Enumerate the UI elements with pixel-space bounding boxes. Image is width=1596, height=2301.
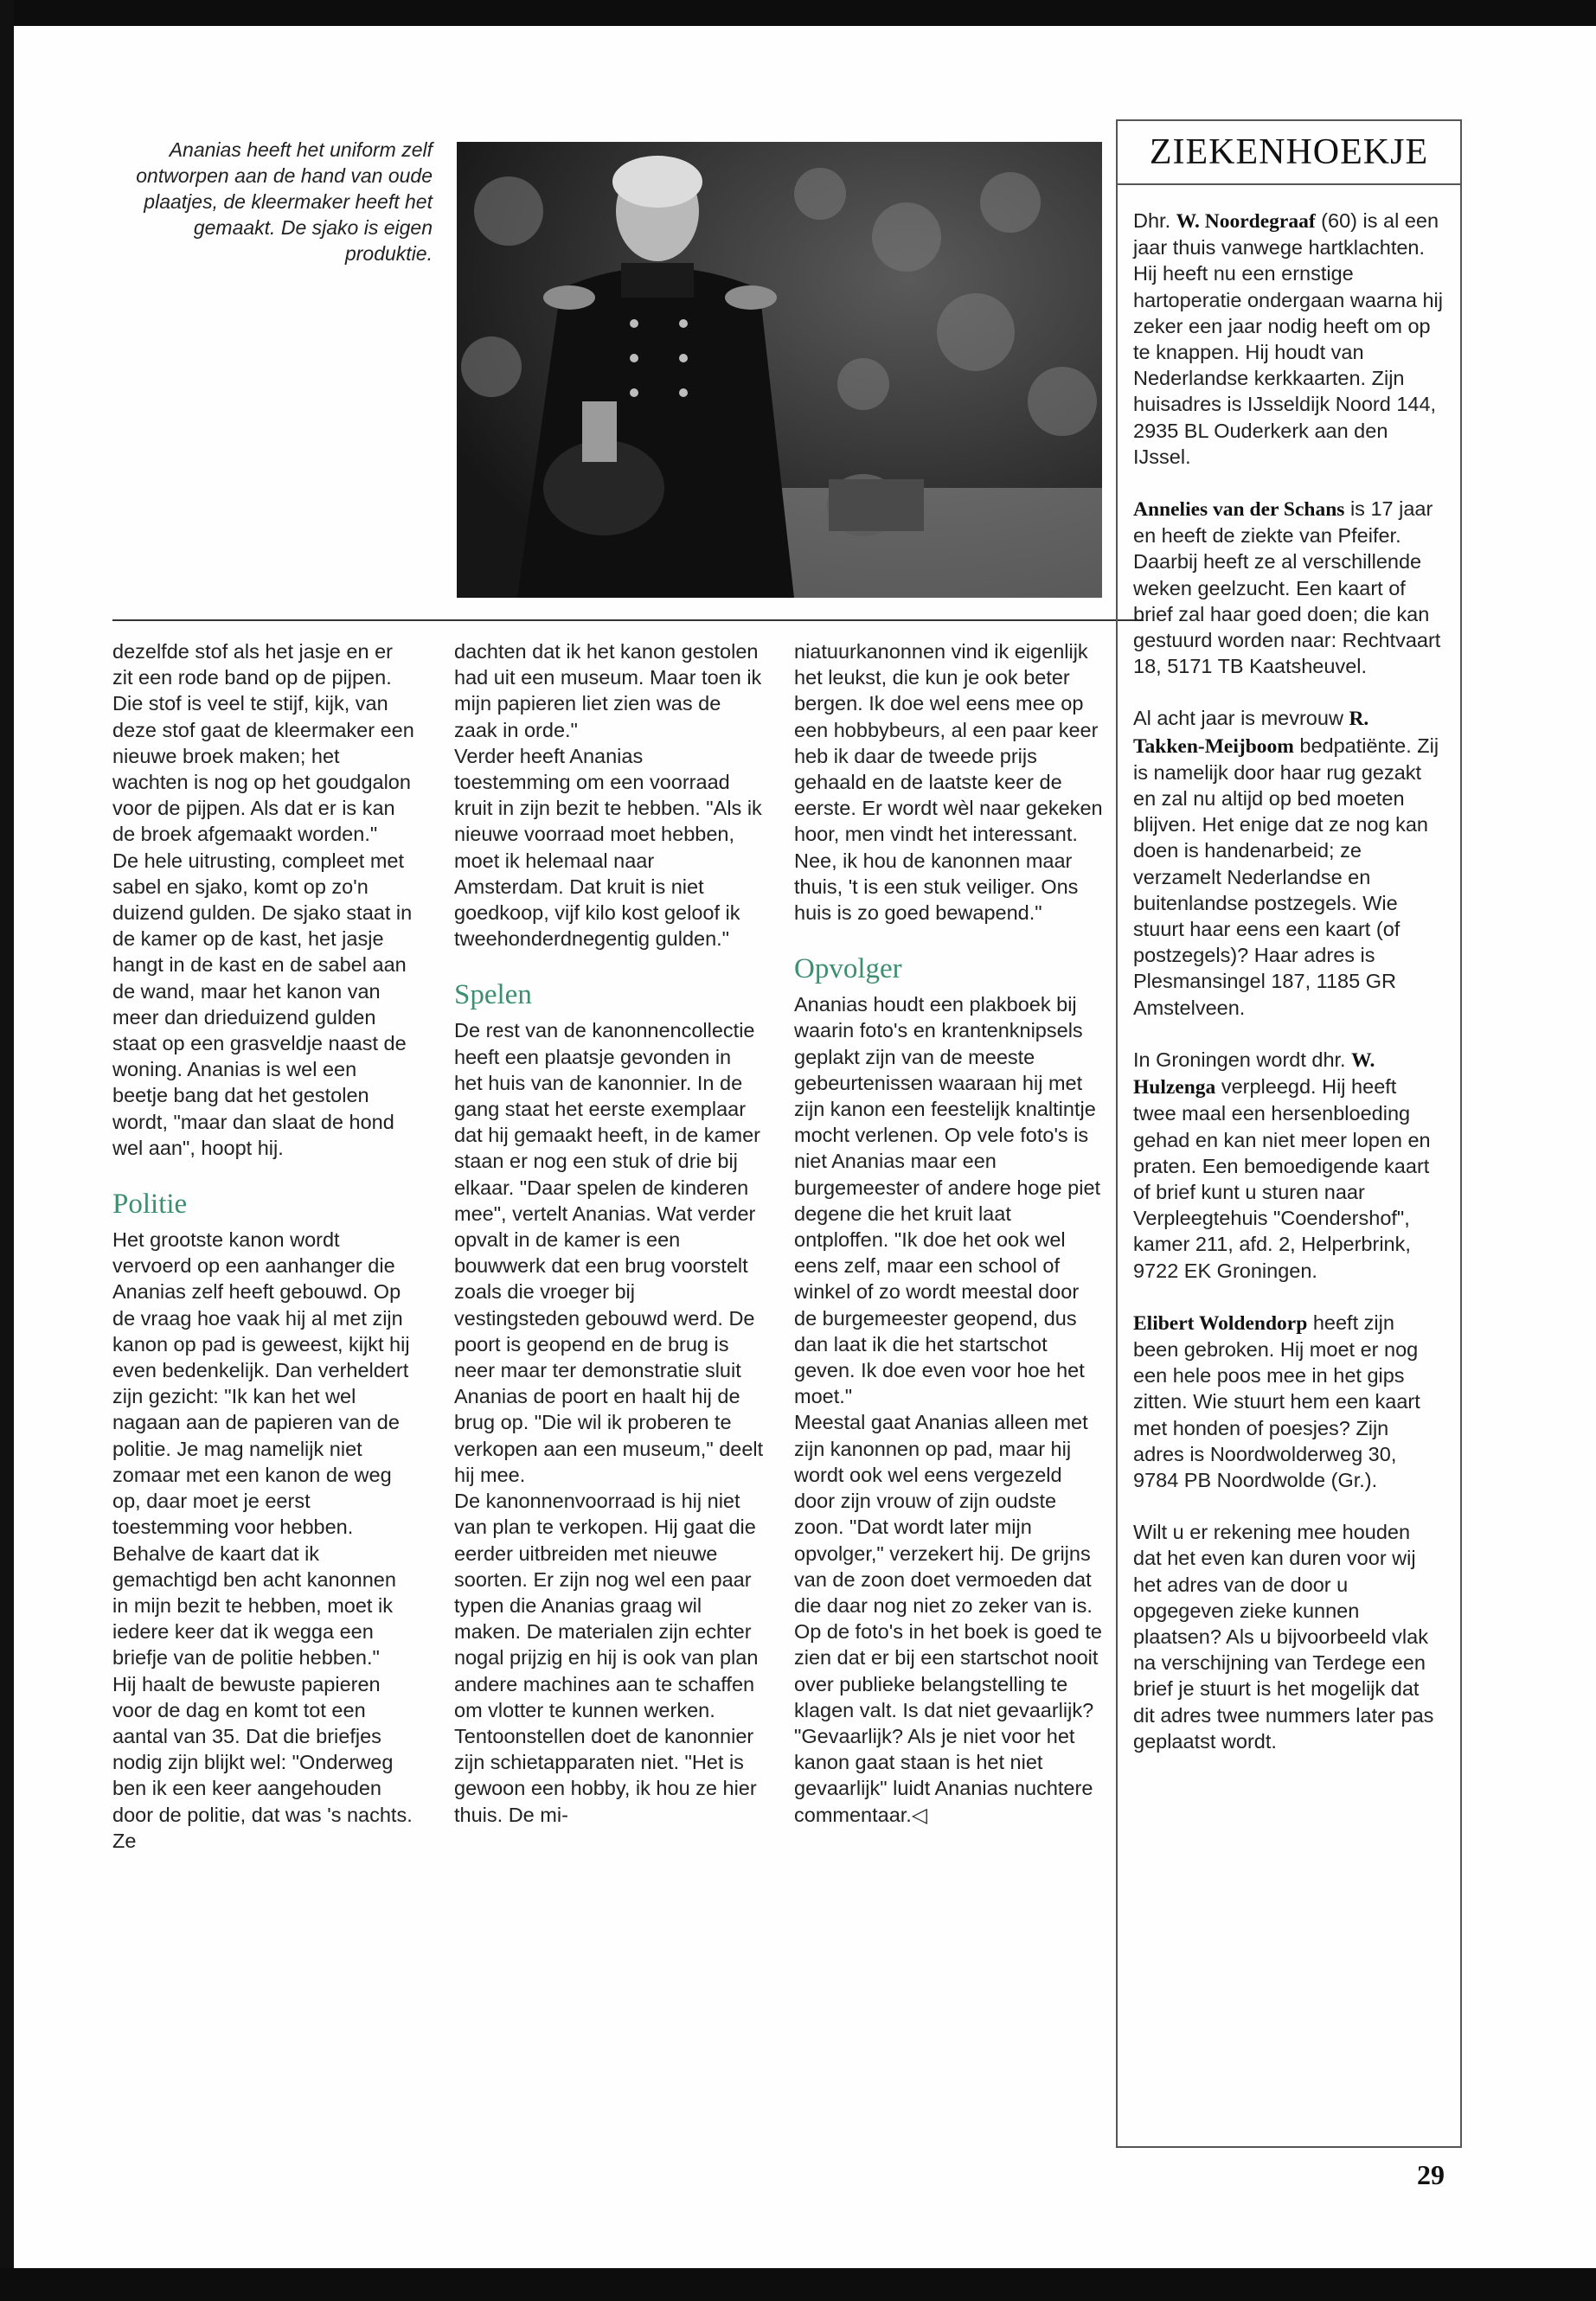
- paragraph: De kanonnenvoorraad is hij niet van plan te verkopen. Hij gaat die eerder uitbreiden met nieuwe soorten. Er zijn nog wel een paar typen die Ananias graag wil maken. De materialen zijn echter nogal prijzig en hij is ook van plan andere machines aan te schaffen om vlotter te kunnen werken. Tentoonstellen doet de kanonnier zijn schietapparaten niet. "Het is gewoon een hobby, ik hou ze hier thuis. De mi-: [454, 1490, 759, 1826]
- paragraph: De hele uitrusting, compleet met sabel en sjako, komt op zo'n duizend gulden. De sjako staat in de kamer op de kast, het jasje hangt in de kast en de sabel aan de wand, maar het kanon van meer dan drieduizend gulden staat op een grasveldje naast de woning. Ananias is wel een beetje bang dat het gestolen wordt, "maar dan slaat de hond wel aan", hoopt hij.: [112, 849, 413, 1159]
- entry: Elibert Woldendorp heeft zijn been gebroken. Hij moet er nog een hele poos mee in het gips zitten. Wie stuurt hem een kaart met honden of poesjes? Zijn adres is Noordwolderweg 30, 9784 PB Noordwolde (Gr.).: [1133, 1311, 1420, 1491]
- patient-name: Elibert Woldendorp: [1133, 1311, 1308, 1335]
- page-number: 29: [1417, 2159, 1445, 2190]
- entry: Annelies van der Schans is 17 jaar en heeft de ziekte van Pfeifer. Daarbij heeft ze al verschillende weken geelzucht. Een kaart of brief zal haar goed doen; die kan gestuurd worden naar: Rechtvaart 18, 5171 TB Kaatsheuvel.: [1133, 497, 1441, 678]
- article-column-3: [794, 638, 1104, 1828]
- entry: Dhr. W. Noordegraaf (60) is al een jaar thuis vanwege hartklachten. Hij heeft nu een ernstige hartoperatie ondergaan waarna hij zeker een jaar nodig heeft om op te knappen. Hij houdt van Nederlandse kerkkaarten. Zijn huisadres is IJsseldijk Noord 144, 2935 BL Ouderkerk aan den IJssel.: [1133, 209, 1443, 468]
- paragraph: niatuurkanonnen vind ik eigenlijk het leukst, die kun je ook beter bergen. Ik doe wel eens mee op een hobbybeurs, al een paar keer heb ik daar de tweede prijs gehaald en de laatste keer de eerste. Er wordt wèl naar gekeken hoor, men vindt het interessant. Nee, ik hou de kanonnen maar thuis, 't is een stuk veiliger. Ons huis is zo goed bewapend.": [794, 640, 1103, 925]
- box-title-rule: [1116, 183, 1462, 185]
- article-column-1: [112, 638, 417, 1854]
- paragraph: Verder heeft Ananias toestemming om een voorraad kruit in zijn bezit te hebben. "Als ik nieuwe voorraad moet hebben, moet ik helemaal naar Amsterdam. Dat kruit is niet goedkoop, vijf kilo kost geloof ik tweehonderdnegentig gulden.": [454, 744, 762, 951]
- ziekenhoekje-entries: [1133, 208, 1443, 1780]
- paragraph: dachten dat ik het kanon gestolen had uit een museum. Maar toen ik mijn papieren liet zien was de zaak in orde.": [454, 640, 762, 741]
- paragraph: Ananias houdt een plakboek bij waarin foto's en krantenknipsels geplakt zijn van de meeste gebeurtenissen waaraan hij met zijn kanon een feestelijk knaltintje mocht verlenen. Op vele foto's is niet Ananias maar een burgemeester of andere hoge piet degene die het kruit laat ontploffen. "Ik doe het ook wel eens zelf, maar een school of winkel of zo wordt meestal door de burgemeester geopend, dus dan laat ik die het startschot geven. Ik doe even voor hoe het moet.": [794, 993, 1101, 1408]
- ziekenhoekje-title: ZIEKENHOEKJE: [1149, 132, 1429, 172]
- subheading-opvolger: Opvolger: [794, 953, 902, 985]
- patient-name: W. Noordegraaf: [1176, 210, 1316, 233]
- subheading-spelen: Spelen: [454, 979, 532, 1011]
- paragraph-final: [794, 1618, 1104, 1828]
- paragraph: Meestal gaat Ananias alleen met zijn kanonnen op pad, maar hij wordt ook wel eens vergezeld door zijn vrouw of zijn oudste zoon. "Dat wordt later mijn opvolger," verzekert hij. De grijns van de zoon doet vermoeden dat die daar nog niet zo zeker van is.: [794, 1411, 1093, 1617]
- scan-edge-top: [0, 0, 1596, 26]
- paragraph: Hij haalt de bewuste papieren voor de dag en komt tot een aantal van 35. Dat die briefjes nodig zijn blijkt wel: "Onderweg ben ik een keer aangehouden door de politie, dat was 's nachts. Ze: [112, 1672, 413, 1852]
- patient-name: Annelies van der Schans: [1133, 498, 1345, 522]
- photo-ananias-with-cannon: [457, 142, 1102, 598]
- paragraph: De rest van de kanonnencollectie heeft een plaatsje gevonden in het huis van de kanonnier. In de gang staat het eerste exemplaar dat hij gemaakt heeft, in de kamer staan er nog een stuk of drie bij elkaar. "Daar spelen de kinderen mee", vertelt Ananias. Wat verder opvalt in de kamer is een bouwwerk dat een brug voorstelt zoals die vroeger bij vestingsteden gebouwd werd. De poort is geopend en de brug is neer maar ter demonstratie sluit Ananias de poort en haalt hij de brug op. "Die wil ik proberen te verkopen aan een museum," deelt hij mee.: [454, 1019, 764, 1486]
- subheading-politie: Politie: [112, 1189, 188, 1221]
- entry-note: Wilt u er rekening mee houden dat het even kan duren voor wij het adres van de door u opgegeven zieke kunnen plaatsen? Als u bijvoorbeeld vlak na verschijning van Terdege een brief je stuurt is het mogelijk dat dit adres twee nummers later pas geplaatst wordt.: [1133, 1521, 1434, 1753]
- article-column-2: [454, 638, 764, 1828]
- entry: Al acht jaar is mevrouw R. Takken-Meijboom bedpatiënte. Zij is namelijk door haar rug gezakt en zal nu altijd op bed moeten blijven. Het enige dat ze nog kan doen is handenarbeid; ze verzamelt Nederlandse en buitenlandse postzegels. Wie stuurt haar eens een kaart (of postzegels)? Haar adres is Plesmansingel 187, 1185 GR Amstelveen.: [1133, 707, 1439, 1019]
- paragraph: Het grootste kanon wordt vervoerd op een aanhanger die Ananias zelf heeft gebouwd. Op de vraag hoe vaak hij al met zijn kanon op pad is geweest, kijkt hij even bedenkelijk. Dan verheldert zijn gezicht: "Ik kan het wel nagaan aan de papieren van de politie. Je mag namelijk niet zomaar met een kanon de weg op, daar moet je eerst toestemming voor hebben. Behalve de kaart dat ik gemachtigd ben acht kanonnen in mijn bezit te hebben, moet ik iedere keer dat ik wegga een briefje van de politie hebben.": [112, 1228, 410, 1670]
- patient-name: R. Takken-Meijboom: [1133, 708, 1369, 758]
- paragraph: dezelfde stof als het jasje en er zit een rode band op de pijpen. Die stof is veel te stijf, kijk, van deze stof gaat de kleermaker een nieuwe broek maken; het wachten is nog op het goudgalon voor de pijpen. Als dat er is kan de broek afgemaakt worden.": [112, 640, 414, 846]
- paragraph-text: Op de foto's in het boek is goed te zien dat er bij een startschot nooit over publieke belangstelling te klagen valt. Is dat niet gevaarlijk? "Gevaarlijk? Als je niet voor het kanon gaat staan is het niet gevaarlijk" luidt Ananias nuchtere commentaar.: [794, 1620, 1102, 1826]
- article-rule: [112, 619, 1144, 621]
- photo-caption: Ananias heeft het uniform zelf ontworpen aan de hand van oude plaatjes, de kleermaker heeft het gemaakt. De sjako is eigen produktie.: [136, 138, 433, 265]
- patient-name: W. Hulzenga: [1133, 1048, 1375, 1099]
- entry: In Groningen wordt dhr. W. Hulzenga verpleegd. Hij heeft twee maal een hersenbloeding gehad en kan niet meer lopen en praten. Een bemoedigende kaart of brief kunt u sturen naar Verpleegtehuis "Coendershof", kamer 211, afd. 2, Helperbrink, 9722 EK Groningen.: [1133, 1048, 1431, 1282]
- end-mark-icon: ◁: [911, 1803, 927, 1826]
- scan-edge-left: [0, 0, 14, 2301]
- photo-illustration: [457, 142, 1102, 598]
- scan-edge-bottom: [0, 2268, 1596, 2301]
